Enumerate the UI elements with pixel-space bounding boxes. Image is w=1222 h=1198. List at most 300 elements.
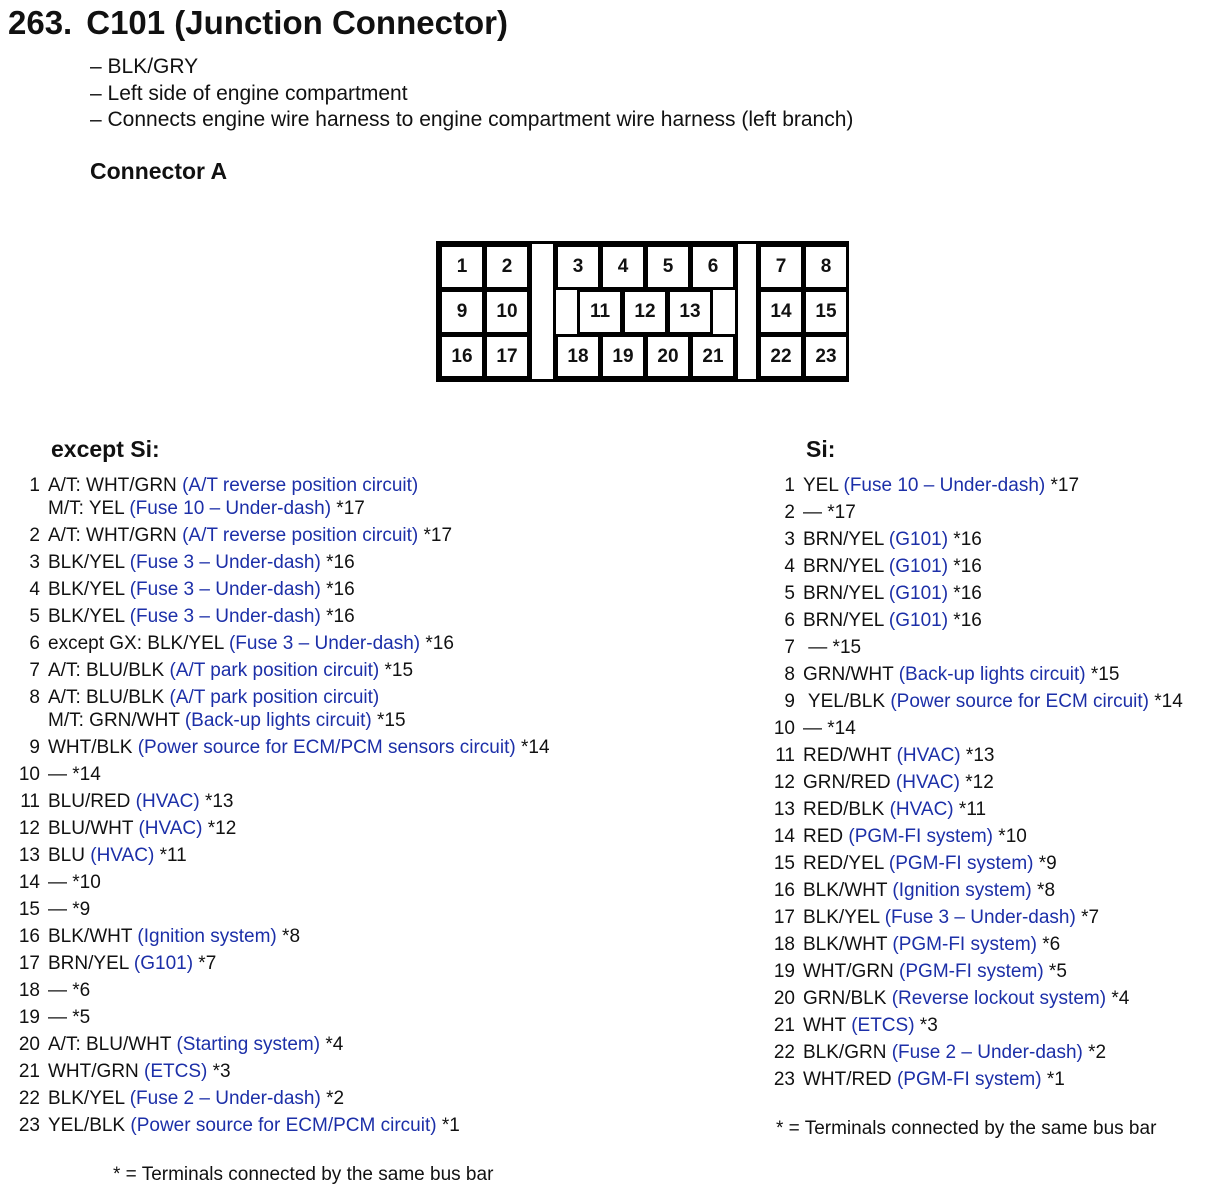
except-si-pin-8 (16, 684, 550, 734)
pin-number: 5 (29, 606, 40, 627)
connector-terminal-6: 6 (690, 244, 736, 290)
wire-color: RED/BLK (803, 799, 890, 820)
wire-color: — *14 (803, 718, 856, 739)
circuit-description: (G101) (888, 529, 949, 550)
pin-entry (48, 1007, 90, 1028)
pin-number: 3 (784, 529, 795, 550)
circuit-description: (ETCS) (144, 1061, 208, 1082)
pin-number: 17 (773, 907, 795, 928)
circuit-description: (HVAC) (90, 845, 155, 866)
pin-number: 12 (773, 772, 795, 793)
except-si-pin-7 (16, 657, 550, 684)
connector-divider (529, 241, 556, 382)
pin-entry (48, 980, 90, 1001)
wire-color: BLK/YEL (48, 606, 130, 627)
pin-entry (48, 1061, 231, 1082)
except-si-list (16, 472, 550, 1139)
pin-number: 18 (773, 934, 795, 955)
bus-bar-note: *16 (948, 529, 982, 550)
circuit-description: (Back-up lights circuit) (898, 664, 1086, 685)
pin-number: 19 (773, 961, 795, 982)
wire-color: WHT/GRN (48, 1061, 145, 1082)
circuit-description: (G101) (888, 610, 949, 631)
pin-number: 11 (775, 745, 795, 766)
si-heading: Si: (806, 436, 836, 462)
except-si-pin-13 (16, 842, 550, 869)
connector-terminal-15: 15 (803, 289, 849, 335)
pin-entry (48, 687, 379, 708)
pin-entry (803, 772, 994, 793)
pin-number: 15 (773, 853, 795, 874)
wire-color: — *17 (803, 502, 856, 523)
connector-terminal-14: 14 (758, 289, 804, 335)
connector-terminal-10: 10 (484, 289, 530, 335)
pin-number: 9 (784, 691, 795, 712)
pin-number: 7 (29, 660, 40, 681)
wire-color: BRN/YEL (803, 529, 889, 550)
pin-entry (48, 737, 550, 758)
pin-number: 20 (18, 1034, 40, 1055)
bus-bar-note: *17 (418, 525, 453, 546)
si-pin-15 (771, 850, 1183, 877)
pin-number: 10 (18, 764, 40, 785)
pin-entry (48, 872, 101, 893)
si-pin-9 (771, 688, 1183, 715)
si-pin-12 (771, 769, 1183, 796)
bus-bar-note: *15 (379, 660, 414, 681)
pin-number: 12 (18, 818, 40, 839)
wire-color: RED/WHT (803, 745, 897, 766)
bus-bar-note: *15 (1085, 664, 1120, 685)
pin-entry (803, 988, 1129, 1009)
pin-entry (803, 1015, 938, 1036)
wire-color: — *14 (48, 764, 101, 785)
si-pin-3 (771, 526, 1183, 553)
si-pin-8 (771, 661, 1183, 688)
si-pin-19 (771, 958, 1183, 985)
except-si-pin-19 (16, 1004, 550, 1031)
pin-number: 23 (18, 1115, 40, 1136)
wire-color: RED/YEL (803, 853, 889, 874)
bus-bar-note: *1 (1041, 1069, 1065, 1090)
connector-terminal-23: 23 (803, 334, 849, 379)
connector-terminal-13: 13 (667, 289, 713, 335)
except-si-pin-6 (16, 630, 550, 657)
bus-bar-note: *1 (436, 1115, 460, 1136)
wire-color: — *5 (48, 1007, 91, 1028)
pin-number: 15 (18, 899, 40, 920)
wire-color: GRN/RED (803, 772, 896, 793)
pin-number: 18 (18, 980, 40, 1001)
si-pin-5 (771, 580, 1183, 607)
pin-entry (48, 1115, 460, 1136)
pin-entry (803, 880, 1055, 901)
wire-color: BLK/WHT (803, 934, 893, 955)
wire-color: WHT/RED (803, 1069, 897, 1090)
except-si-pin-22 (16, 1085, 550, 1112)
bus-bar-note: *17 (331, 498, 365, 519)
bus-bar-note: *16 (948, 583, 982, 604)
connector-terminal-9: 9 (439, 289, 485, 335)
pin-entry (48, 633, 454, 654)
bus-bar-note: *6 (1037, 934, 1061, 955)
pin-number: 9 (29, 737, 40, 758)
pin-entry (48, 1034, 343, 1055)
pin-entry (48, 926, 300, 947)
connector-terminal-3: 3 (555, 244, 601, 290)
connector-notch (712, 289, 736, 335)
pin-entry (48, 579, 355, 600)
pin-number: 7 (784, 637, 795, 658)
pin-entry (803, 1069, 1065, 1090)
pin-number: 1 (29, 475, 40, 496)
pin-number: 23 (773, 1069, 795, 1090)
wire-color: BRN/YEL (803, 583, 889, 604)
bus-bar-note: *13 (199, 791, 234, 812)
detail-location: – Left side of engine compartment (90, 81, 408, 105)
bus-bar-note: *16 (320, 606, 355, 627)
pin-number: 2 (784, 502, 795, 523)
bus-bar-note: *17 (1045, 475, 1080, 496)
circuit-description: (Fuse 2 – Under-dash) (129, 1088, 321, 1109)
si-pin-23 (771, 1066, 1183, 1093)
pin-number: 11 (20, 791, 40, 812)
circuit-description: (Ignition system) (892, 880, 1032, 901)
wire-color: BLK/GRN (803, 1042, 892, 1063)
circuit-description: (Starting system) (176, 1034, 321, 1055)
except-si-pin-10 (16, 761, 550, 788)
except-si-pin-5 (16, 603, 550, 630)
section-number: 263. (8, 4, 73, 41)
pin-entry (803, 826, 1027, 847)
except-si-pin-23 (16, 1112, 550, 1139)
pin-number: 5 (784, 583, 795, 604)
bus-bar-note: *12 (202, 818, 237, 839)
bus-bar-note: *8 (276, 926, 301, 947)
wire-color: — *15 (803, 637, 862, 658)
bus-bar-note: *4 (320, 1034, 344, 1055)
except-si-pin-9 (16, 734, 550, 761)
circuit-description: (A/T park position circuit) (169, 660, 380, 681)
connector-terminal-22: 22 (758, 334, 804, 379)
wire-color: A/T: WHT/GRN (48, 475, 183, 496)
circuit-description: (A/T park position circuit) (169, 687, 380, 708)
pin-entry (16, 497, 550, 520)
wire-color: BRN/YEL (803, 556, 889, 577)
connector-terminal-8: 8 (803, 244, 849, 290)
circuit-description: (PGM-FI system) (848, 826, 994, 847)
circuit-description: (Fuse 3 – Under-dash) (129, 552, 321, 573)
connector-terminal-7: 7 (758, 244, 804, 290)
pin-number: 22 (773, 1042, 795, 1063)
wire-color: GRN/WHT (803, 664, 899, 685)
except-si-heading: except Si: (51, 436, 160, 462)
circuit-description: (Fuse 3 – Under-dash) (129, 579, 321, 600)
page-title (8, 4, 508, 42)
connector-a-heading: Connector A (90, 158, 228, 184)
pin-number: 17 (18, 953, 40, 974)
pin-number: 1 (784, 475, 795, 496)
pin-number: 3 (29, 552, 40, 573)
circuit-description: (G101) (888, 583, 949, 604)
connector-terminal-5: 5 (645, 244, 691, 290)
pin-entry (48, 899, 90, 920)
pin-number: 14 (773, 826, 795, 847)
pin-entry (803, 934, 1060, 955)
bus-bar-note: *7 (193, 953, 217, 974)
wire-color: RED (803, 826, 849, 847)
circuit-description: (G101) (133, 953, 194, 974)
pin-entry (48, 791, 234, 812)
wire-color: BLK/YEL (48, 552, 130, 573)
circuit-description: (ETCS) (851, 1015, 915, 1036)
si-pin-21 (771, 1012, 1183, 1039)
si-pin-4 (771, 553, 1183, 580)
circuit-description: (G101) (888, 556, 949, 577)
except-si-footnote: * = Terminals connected by the same bus bar (113, 1164, 494, 1185)
connector-terminal-19: 19 (600, 334, 646, 379)
connector-terminal-12: 12 (622, 289, 668, 335)
circuit-description: (HVAC) (138, 818, 203, 839)
circuit-description: (PGM-FI system) (899, 961, 1044, 982)
pin-entry (803, 637, 861, 658)
pin-number: 19 (18, 1007, 40, 1028)
circuit-description: (Fuse 10 – Under-dash) (129, 498, 332, 519)
pin-entry (803, 664, 1119, 685)
pin-number: 4 (784, 556, 795, 577)
wire-color: BLU/RED (48, 791, 136, 812)
pin-entry (803, 556, 982, 577)
connector-terminal-11: 11 (577, 289, 623, 335)
pin-entry (803, 502, 856, 523)
si-pin-10 (771, 715, 1183, 742)
pin-entry (803, 799, 986, 820)
pin-number: 4 (29, 579, 40, 600)
pin-entry (16, 709, 550, 732)
pin-entry (48, 660, 413, 681)
si-pin-22 (771, 1039, 1183, 1066)
bus-bar-note: *16 (948, 556, 982, 577)
si-pin-6 (771, 607, 1183, 634)
pin-entry (48, 606, 355, 627)
si-pin-18 (771, 931, 1183, 958)
pin-entry (48, 953, 216, 974)
bus-bar-note: *10 (993, 826, 1027, 847)
wire-color: — *9 (48, 899, 91, 920)
wire-color: A/T: WHT/GRN (48, 525, 183, 546)
circuit-description: (A/T reverse position circuit) (182, 525, 419, 546)
pin-entry (803, 529, 982, 550)
wire-color: BLK/YEL (48, 579, 130, 600)
circuit-description: (HVAC) (895, 772, 960, 793)
pin-entry (48, 1088, 344, 1109)
bus-bar-note: *3 (207, 1061, 231, 1082)
wire-color: GRN/BLK (803, 988, 892, 1009)
si-list (771, 472, 1183, 1093)
pin-number: 8 (784, 664, 795, 685)
circuit-description: (Fuse 2 – Under-dash) (891, 1042, 1083, 1063)
circuit-description: (HVAC) (889, 799, 954, 820)
wire-color: A/T: BLU/BLK (48, 660, 170, 681)
wire-color: BLU/WHT (48, 818, 139, 839)
connector-terminal-17: 17 (484, 334, 530, 379)
except-si-pin-20 (16, 1031, 550, 1058)
pin-entry (803, 1042, 1106, 1063)
wire-color: — *6 (48, 980, 91, 1001)
si-pin-1 (771, 472, 1183, 499)
wire-color: except GX: BLK/YEL (48, 633, 229, 654)
circuit-description: (HVAC) (135, 791, 200, 812)
connector-terminal-4: 4 (600, 244, 646, 290)
pin-entry (48, 552, 355, 573)
except-si-pin-21 (16, 1058, 550, 1085)
pin-entry (803, 853, 1057, 874)
pin-number: 6 (784, 610, 795, 631)
connector-terminal-21: 21 (690, 334, 736, 379)
connector-details (90, 54, 853, 134)
connector-a-diagram (436, 241, 849, 382)
pin-entry (48, 475, 418, 496)
except-si-pin-4 (16, 576, 550, 603)
except-si-pin-15 (16, 896, 550, 923)
wire-color: YEL/BLK (803, 691, 891, 712)
bus-bar-note: *13 (960, 745, 995, 766)
circuit-description: (Back-up lights circuit) (184, 710, 372, 731)
wire-color: BLK/WHT (803, 880, 893, 901)
bus-bar-note: *11 (154, 845, 187, 866)
except-si-pin-3 (16, 549, 550, 576)
si-pin-11 (771, 742, 1183, 769)
pin-number: 2 (29, 525, 40, 546)
bus-bar-note: *8 (1031, 880, 1056, 901)
pin-entry (803, 475, 1079, 496)
circuit-description: (HVAC) (896, 745, 961, 766)
except-si-pin-12 (16, 815, 550, 842)
si-pin-13 (771, 796, 1183, 823)
circuit-description: (Power source for ECM circuit) (890, 691, 1149, 712)
bus-bar-note: *3 (914, 1015, 938, 1036)
wire-color: M/T: YEL (48, 498, 130, 519)
detail-connects: – Connects engine wire harness to engine compartment wire harness (left branch) (90, 108, 854, 131)
bus-bar-note: *5 (1043, 961, 1067, 982)
circuit-description: (A/T reverse position circuit) (182, 475, 419, 496)
circuit-description: (Fuse 3 – Under-dash) (884, 907, 1076, 928)
pin-number: 21 (773, 1015, 795, 1036)
except-si-pin-1 (16, 472, 550, 522)
pin-entry (803, 745, 994, 766)
except-si-pin-18 (16, 977, 550, 1004)
pin-number: 13 (773, 799, 795, 820)
pin-entry (48, 845, 187, 866)
connector-terminal-1: 1 (439, 244, 485, 290)
detail-color: – BLK/GRY (90, 55, 199, 78)
except-si-pin-17 (16, 950, 550, 977)
wire-color: WHT/GRN (803, 961, 900, 982)
pin-entry (48, 764, 101, 785)
wire-color: BLK/WHT (48, 926, 138, 947)
bus-bar-note: *9 (1033, 853, 1057, 874)
si-pin-7 (771, 634, 1183, 661)
pin-entry (48, 818, 236, 839)
si-pin-16 (771, 877, 1183, 904)
bus-bar-note: *2 (320, 1088, 345, 1109)
wire-color: A/T: BLU/BLK (48, 687, 170, 708)
circuit-description: (Power source for ECM/PCM circuit) (130, 1115, 437, 1136)
si-pin-14 (771, 823, 1183, 850)
wire-color: BRN/YEL (48, 953, 134, 974)
connector-terminal-18: 18 (555, 334, 601, 379)
wire-color: WHT (803, 1015, 852, 1036)
except-si-pin-16 (16, 923, 550, 950)
wire-color: M/T: GRN/WHT (48, 710, 185, 731)
except-si-pin-11 (16, 788, 550, 815)
circuit-description: (Fuse 3 – Under-dash) (129, 606, 321, 627)
bus-bar-note: *16 (948, 610, 982, 631)
bus-bar-note: *15 (371, 710, 406, 731)
pin-number: 6 (29, 633, 40, 654)
pin-number: 20 (773, 988, 795, 1009)
si-pin-20 (771, 985, 1183, 1012)
connector-terminal-2: 2 (484, 244, 530, 290)
circuit-description: (Ignition system) (137, 926, 277, 947)
connector-divider (735, 241, 759, 382)
pin-number: 21 (18, 1061, 40, 1082)
pin-number: 16 (18, 926, 40, 947)
si-footnote: * = Terminals connected by the same bus bar (776, 1118, 1157, 1139)
bus-bar-note: *2 (1082, 1042, 1107, 1063)
pin-number: 13 (18, 845, 40, 866)
connector-notch (555, 289, 578, 335)
wire-color: BLK/YEL (803, 907, 885, 928)
bus-bar-note: *12 (959, 772, 994, 793)
pin-entry (803, 718, 856, 739)
circuit-description: (Power source for ECM/PCM sensors circuit) (137, 737, 516, 758)
si-pin-2 (771, 499, 1183, 526)
circuit-description: (Fuse 10 – Under-dash) (843, 475, 1046, 496)
pin-number: 22 (18, 1088, 40, 1109)
bus-bar-note: *7 (1075, 907, 1100, 928)
except-si-pin-2 (16, 522, 550, 549)
circuit-description: (Reverse lockout system) (891, 988, 1107, 1009)
wire-color: BLK/YEL (48, 1088, 130, 1109)
connector-terminal-16: 16 (439, 334, 485, 379)
connector-name: C101 (Junction Connector) (86, 4, 508, 41)
pin-entry (803, 691, 1183, 712)
pin-number: 8 (29, 687, 40, 708)
circuit-description: (PGM-FI system) (892, 934, 1037, 955)
bus-bar-note: *16 (420, 633, 454, 654)
bus-bar-note: *16 (320, 552, 355, 573)
wire-color: WHT/BLK (48, 737, 138, 758)
circuit-description: (PGM-FI system) (896, 1069, 1042, 1090)
wire-color: YEL (803, 475, 844, 496)
bus-bar-note: *14 (515, 737, 550, 758)
pin-entry (803, 961, 1067, 982)
circuit-description: (Fuse 3 – Under-dash) (228, 633, 421, 654)
except-si-pin-14 (16, 869, 550, 896)
bus-bar-note: *11 (953, 799, 987, 820)
pin-entry (803, 907, 1099, 928)
circuit-description: (PGM-FI system) (888, 853, 1034, 874)
pin-number: 10 (773, 718, 795, 739)
connector-terminal-20: 20 (645, 334, 691, 379)
bus-bar-note: *4 (1106, 988, 1130, 1009)
pin-entry (803, 610, 982, 631)
wire-color: A/T: BLU/WHT (48, 1034, 177, 1055)
wire-color: — *10 (48, 872, 101, 893)
pin-number: 16 (773, 880, 795, 901)
pin-number: 14 (18, 872, 40, 893)
